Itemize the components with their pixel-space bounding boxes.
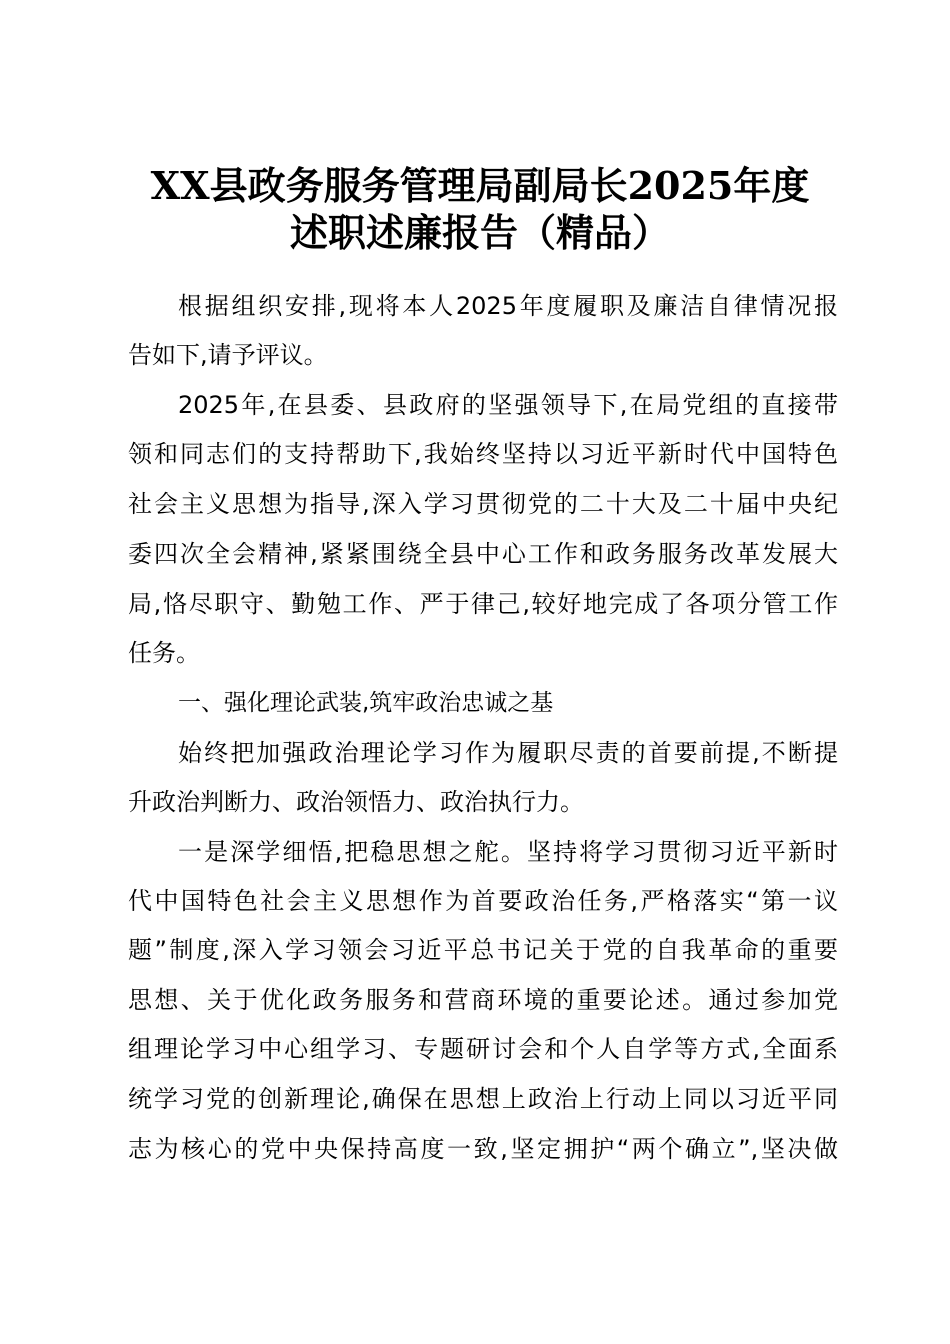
body-line: 始终把加强政治理论学习作为履职尽责的首要前提,不断提 <box>178 739 838 767</box>
body-line: 题”制度,深入学习领会习近平总书记关于党的自我革命的重要 <box>128 936 838 964</box>
body-line: 根据组织安排,现将本人2025年度履职及廉洁自律情况报 <box>178 292 838 320</box>
body-line: 任务。 <box>128 639 200 667</box>
body-line: 委四次全会精神,紧紧围绕全县中心工作和政务服务改革发展大 <box>128 540 838 568</box>
document-title-line-1: XX县政务服务管理局副局长2025年度 <box>150 163 810 208</box>
body-line: 领和同志们的支持帮助下,我始终坚持以习近平新时代中国特色 <box>128 440 838 468</box>
body-line: 代中国特色社会主义思想作为首要政治任务,严格落实“第一议 <box>128 887 838 915</box>
body-line: 社会主义思想为指导,深入学习贯彻党的二十大及二十届中央纪 <box>128 490 838 518</box>
document-title-line-2: 述职述廉报告（精品） <box>289 210 670 255</box>
body-line: 思想、关于优化政务服务和营商环境的重要论述。通过参加党 <box>128 986 838 1014</box>
body-line: 组理论学习中心组学习、专题研讨会和个人自学等方式,全面系 <box>128 1035 838 1063</box>
body-line: 统学习党的创新理论,确保在思想上政治上行动上同以习近平同 <box>128 1085 838 1113</box>
section-heading: 一、强化理论武装,筑牢政治忠诚之基 <box>178 690 554 716</box>
body-line: 告如下,请予评议。 <box>128 341 328 369</box>
body-line: 一是深学细悟,把稳思想之舵。坚持将学习贯彻习近平新时 <box>178 838 838 866</box>
body-line: 2025年,在县委、县政府的坚强领导下,在局党组的直接带 <box>178 391 838 419</box>
body-line: 志为核心的党中央保持高度一致,坚定拥护“两个确立”,坚决做 <box>128 1135 838 1163</box>
body-line: 升政治判断力、政治领悟力、政治执行力。 <box>128 788 584 816</box>
body-line: 局,恪尽职守、勤勉工作、严于律己,较好地完成了各项分管工作 <box>128 590 838 618</box>
